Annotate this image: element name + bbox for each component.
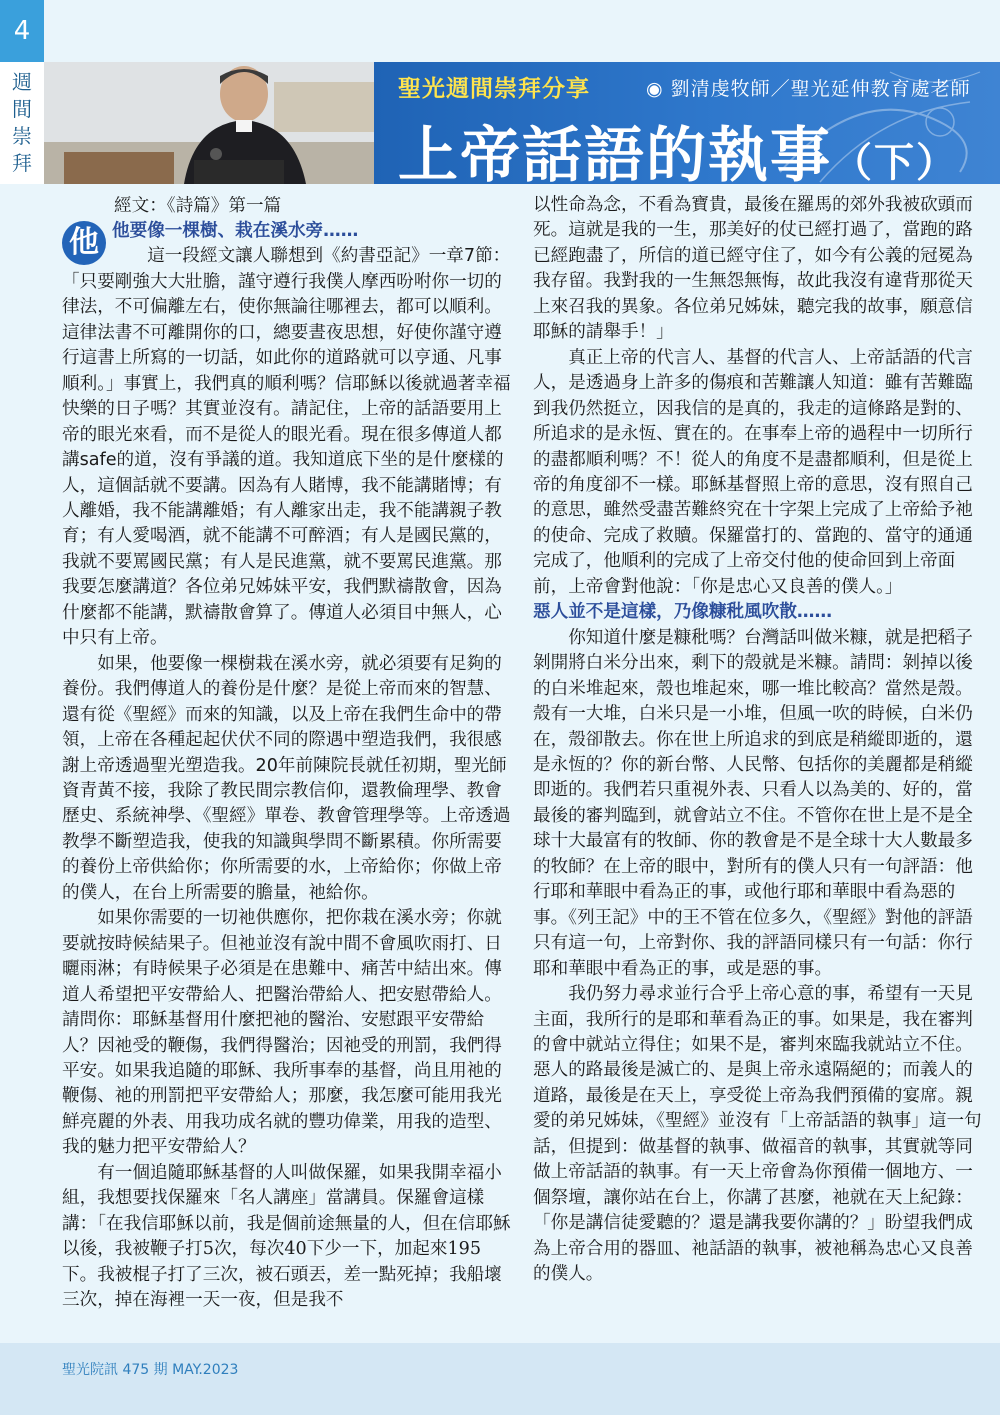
paragraph-text: 有一個追隨耶穌基督的人叫做保羅，如果我開幸福小組，我想要找保羅來「名人講座」當講員。保羅會這樣講： (62, 1162, 502, 1234)
paragraph-text: 《列王記》中的王不管在位多久，《聖經》對他的評語只有這一句，上帝對你、我的評語同樣只有一句話：你行耶和華眼中看為正的事，或是惡的事。 (533, 907, 973, 979)
page-footer (0, 1343, 1000, 1415)
quote-text: 「你是講信徒愛聽的？還是講我要你講的？」 (533, 1213, 885, 1234)
speaker-photo (44, 62, 374, 184)
title-banner (374, 62, 1000, 184)
section-tab (0, 62, 44, 184)
paragraph-text: 如果我追隨的耶穌、我所事奉的基督，尚且用祂的鞭傷、祂的刑罰把平安帶給人；那麼，我怎麼可能用我光鮮亮麗的外表、用我功成名就的豐功偉業，用我的造型、我的魅力把平安帶給人？ (62, 1060, 502, 1158)
article-title (398, 108, 958, 184)
paragraph-text: 我仍努力尋求並行合乎上帝心意的事，希望有一天見主面，我所行的是耶和華看為正的事。如果是，我在審判的會中就站立得住；如果不是，審判來臨我就站立不住。惡人的路最後是滅亡的、是與上帝永遠隔絕的；而義人的道路，最後是在天上，享受從上帝為我們預備的宴席。親愛的弟兄姊妹，《聖經》並沒有「上帝話語的執事」這一句話，但提到：做基督的執事、做福音的執事，其實就等同做上帝話語的執事。有一天上帝會為你預備一個地方、一個祭壇，讓你站在台上，你講了甚麼，祂就在天上紀錄： (533, 984, 982, 1208)
subheading-2: 惡人並不是這樣，乃像糠秕風吹散…… (533, 602, 833, 623)
footer-issue: 聖光院訊 475 期 MAY.2023 (62, 1362, 239, 1378)
title-main: 上帝話語的執事 (398, 121, 832, 184)
paragraph: 真正上帝的代言人、基督的代言人、上帝話語的代言人，是透過身上許多的傷痕和苦難讓人知道：雖有苦難臨到我仍然挺立，因我信的是真的，我走的這條路是對的、所追求的是永恆、實在的。在事奉上帝的過程中一切所行的盡都順利嗎？不！從人的角度不是盡都順利，但是從上帝的角度卻不一樣。耶穌基督照上帝的意思，沒有照自己的意思，雖然受盡苦難終究在十字架上完成了上帝給予祂的使命、完成了救贖。保羅當打的、當跑的、當守的通通完成了，他順利的完成了上帝交付他的使命回到上帝面前，上帝會對他說：「你是忠心又良善的僕人。」 (533, 347, 973, 597)
series-title: 聖光週間崇拜分享 (398, 76, 590, 102)
quote-text: 各位弟兄姊妹平安，我們默禱散會， (185, 577, 467, 598)
paragraph-text: 事實上，我們真的順利嗎？信耶穌以後就過著幸福快樂的日子嗎？其實並沒有。請記住，上帝的話語要用上帝的眼光來看，而不是從人的眼光看。現在很多傳道人都講safe的道，沒有爭議的道。我知道底下坐的是什麼樣的人，這個話就不要講。因為有人賭博，我不能講賭博；有人離婚，我不能講離婚；有人離家出走，我不能講親子教育；有人愛喝酒，就不能講不可醉酒；有人是國民黨的，我就不要罵國民黨；有人是民進黨，就不要罵民進黨。那我要怎麼講道？ (62, 373, 511, 598)
quote-text: 「在我信耶穌以前，我是個前途無量的人，但在信耶穌以後，我被鞭子打5次，每次40下少一下，加起來195下。我被棍子打了三次，被石頭丟，差一點死掉；我船壞三次，掉在海裡一天一夜，但是我不 (62, 1213, 511, 1311)
paragraph-text: 如果你需要的一切祂供應你，把你栽在溪水旁；你就要就按時候結果子。但祂並沒有說中間不會風吹雨打、日曬雨淋；有時候果子必須是在患難中、痛苦中結出來。傳道人希望把平安帶給人、把醫治帶給人、把安慰帶給人。請問你：耶穌基督用什麼把祂的醫治、安慰跟平安帶給人？ (62, 908, 502, 1056)
paragraph: 如果，他要像一棵樹栽在溪水旁，就必須要有足夠的養份。我們傳道人的養份是什麼？是從上帝而來的智慧、還有從《聖經》而來的知識，以及上帝在我們生命中的帶領，上帝在各種起起伏伏不同的際遇中塑造我們，我很感謝上帝透過聖光塑造我。20年前陳院長就任初期，聖光師資青黃不接，我除了教民間宗教信仰，還教倫理學、教會歷史、系統神學、《聖經》單卷、教會管理學等。上帝透過教學不斷塑造我，使我的知識與學問不斷累積。你所需要的養份上帝供給你；你所需要的水，上帝給你；你做上帝的僕人，在台上所需要的膽量，祂給你。 (62, 653, 511, 903)
author-byline: ◉ 劉清虔牧師／聖光延伸教育處老師 (646, 78, 971, 100)
paragraph (62, 906, 512, 1161)
paragraph-text: 盼望我們成為上帝合用的器皿、祂話語的執事，被祂稱為忠心又良善的僕人。 (533, 1213, 973, 1285)
paragraph-text: 你知道什麼是糠秕嗎？台灣話叫做米糠，就是把稻子剝開將白米分出來，剩下的殼就是米糠。請問：剝掉以後的白米堆起來，殼也堆起來，哪一堆比較高？當然是殼。殼有一大堆，白米只是一小堆，但風一吹的時候，白米仍在，殼卻散去。你在世上所追求的到底是稍縱即逝的，還是永恆的？你的新台幣、人民幣、包括你的美麗都是稍縱即逝的。我們若只重視外表、只看人以為美的、好的，當最後的審判臨到，就會站立不住。不管你在世上是不是全球十大最富有的牧師、你的教會是不是全球十大人數最多的牧師？在上帝的眼中，對所有的僕人只有一句評語： (533, 627, 973, 877)
title-part: （下） (832, 140, 958, 184)
speaker-photo-image (44, 62, 374, 184)
section-label: 週間崇拜 (12, 70, 32, 175)
paragraph-text: 因為什麼都不能講，默禱散會算了。傳道人必須目中無人，心中只有上帝。 (62, 577, 502, 649)
left-column (62, 193, 512, 1313)
quote-text: 「只要剛強大大壯膽，謹守遵行我僕人摩西吩咐你一切的律法，不可偏離左右，使你無論往哪裡去，都可以順利。這律法書不可離開你的口，總要晝夜思想，好使你謹守遵行這書上所寫的一切話，如此你的道路就可以亨通、凡事順利。」 (62, 271, 502, 394)
paragraph-text: 這一段經文讓人聯想到《約書亞記》一章7節： (147, 246, 511, 267)
dropcap: 他 (62, 221, 106, 265)
paragraph (533, 982, 983, 1287)
right-column (533, 193, 983, 1287)
paragraph (533, 626, 983, 982)
paragraph (62, 244, 512, 269)
subheading-1: 他要像一棵樹、栽在溪水旁…… (112, 221, 359, 241)
paragraph (62, 1161, 512, 1314)
page-number: 4 (0, 0, 44, 62)
quote-text: 他行耶和華眼中看為正的事，或他行耶和華眼中看為惡的事。 (533, 856, 973, 928)
scripture-reference: 經文：《詩篇》第一篇 (114, 196, 282, 216)
paragraph (62, 270, 512, 652)
paragraph: 以性命為念，不看為寶貴，最後在羅馬的郊外我被砍頭而死。這就是我的一生，那美好的仗已經打過了，當跑的路已經跑盡了，所信的道已經守住了，如今有公義的冠冕為我存留。我對我的一生無怨無悔，故此我沒有違背那從天上來召我的異象。各位弟兄姊妹，聽完我的故事，願意信耶穌的請舉手！」 (533, 195, 973, 343)
quote-text: 因祂受的鞭傷，我們得醫治；因祂受的刑罰，我們得平安。 (62, 1035, 502, 1081)
